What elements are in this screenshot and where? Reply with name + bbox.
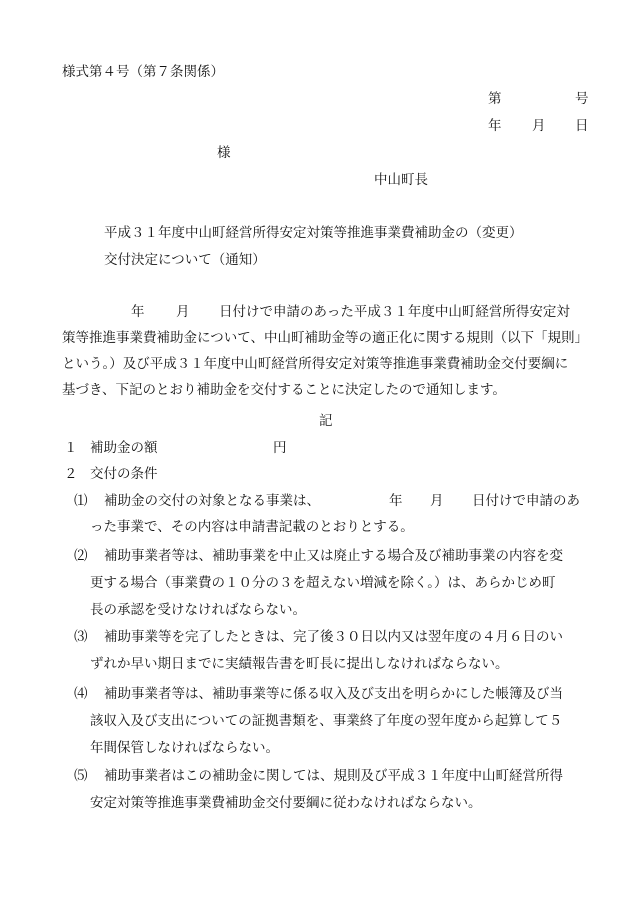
issuer-name: 中山町長 [374, 172, 428, 188]
addressee-suffix: 様 [217, 145, 231, 161]
condition-text: 長の承認を受けなければならない。 [90, 602, 306, 618]
condition-text: 補助事業等を完了したときは、完了後３０日以内又は翌年度の４月６日のい [104, 629, 563, 645]
condition-text: 補助事業者はこの補助金に関しては、規則及び平成３１年度中山町経営所得 [104, 768, 563, 784]
condition-text: 更する場合（事業費の１０分の３を超えない増減を除く。）は、あらかじめ町 [90, 575, 556, 591]
condition-text: 日付けで申請のあ [472, 493, 580, 509]
body-first-line: 日付けで申請のあった平成３１年度中山町経営所得安定対 [219, 304, 570, 320]
ki-heading: 記 [319, 413, 333, 429]
body-line: 策等推進事業費補助金について、中山町補助金等の適正化に関する規則（以下「規則」 [62, 330, 588, 346]
date-month-label: 月 [532, 118, 546, 134]
document-title-line2: 交付決定について（通知） [104, 252, 266, 268]
body-line: 基づき、下記のとおり補助金を交付することに決定したので通知します。 [62, 382, 506, 398]
document-number-suffix: 号 [575, 91, 589, 107]
section1-label: 補助金の額 [90, 440, 158, 456]
condition-number: ⑶ [74, 629, 88, 645]
condition-text: った事業で、その内容は申請書記載のとおりとする。 [90, 519, 414, 535]
date-year-label: 年 [488, 118, 502, 134]
section1-unit: 円 [273, 440, 287, 456]
body-date-year: 年 [131, 304, 145, 320]
condition-date-year: 年 [389, 493, 403, 509]
condition-text: 補助事業者等は、補助事業等に係る収入及び支出を明らかにした帳簿及び当 [104, 686, 563, 702]
section1-number: １ [64, 440, 78, 456]
condition-text: 補助事業者等は、補助事業を中止又は廃止する場合及び補助事業の内容を変 [104, 548, 563, 564]
section2-number: ２ [64, 466, 78, 482]
condition-text: ずれか早い期日までに実績報告書を町長に提出しなければならない。 [90, 656, 509, 672]
date-day-label: 日 [575, 118, 589, 134]
condition-text: 補助金の交付の対象となる事業は、 [104, 493, 320, 509]
condition-text: 安定対策等推進事業費補助金交付要綱に従わなければならない。 [90, 795, 482, 811]
condition-number: ⑷ [74, 686, 88, 702]
body-date-month: 月 [176, 304, 190, 320]
condition-text: 該収入及び支出についての証拠書類を、事業終了年度の翌年度から起算して５ [90, 713, 563, 729]
document-title-line1: 平成３１年度中山町経営所得安定対策等推進事業費補助金の（変更） [104, 225, 523, 241]
section2-label: 交付の条件 [90, 466, 158, 482]
condition-number: ⑵ [74, 548, 88, 564]
condition-number: ⑴ [74, 493, 88, 509]
condition-date-month: 月 [430, 493, 444, 509]
condition-number: ⑸ [74, 768, 88, 784]
body-line: という。）及び平成３１年度中山町経営所得安定対策等推進事業費補助金交付要綱に [62, 356, 569, 372]
form-label: 様式第４号（第７条関係） [62, 64, 224, 80]
condition-text: 年間保管しなければならない。 [90, 740, 279, 756]
document-number-prefix: 第 [488, 91, 502, 107]
